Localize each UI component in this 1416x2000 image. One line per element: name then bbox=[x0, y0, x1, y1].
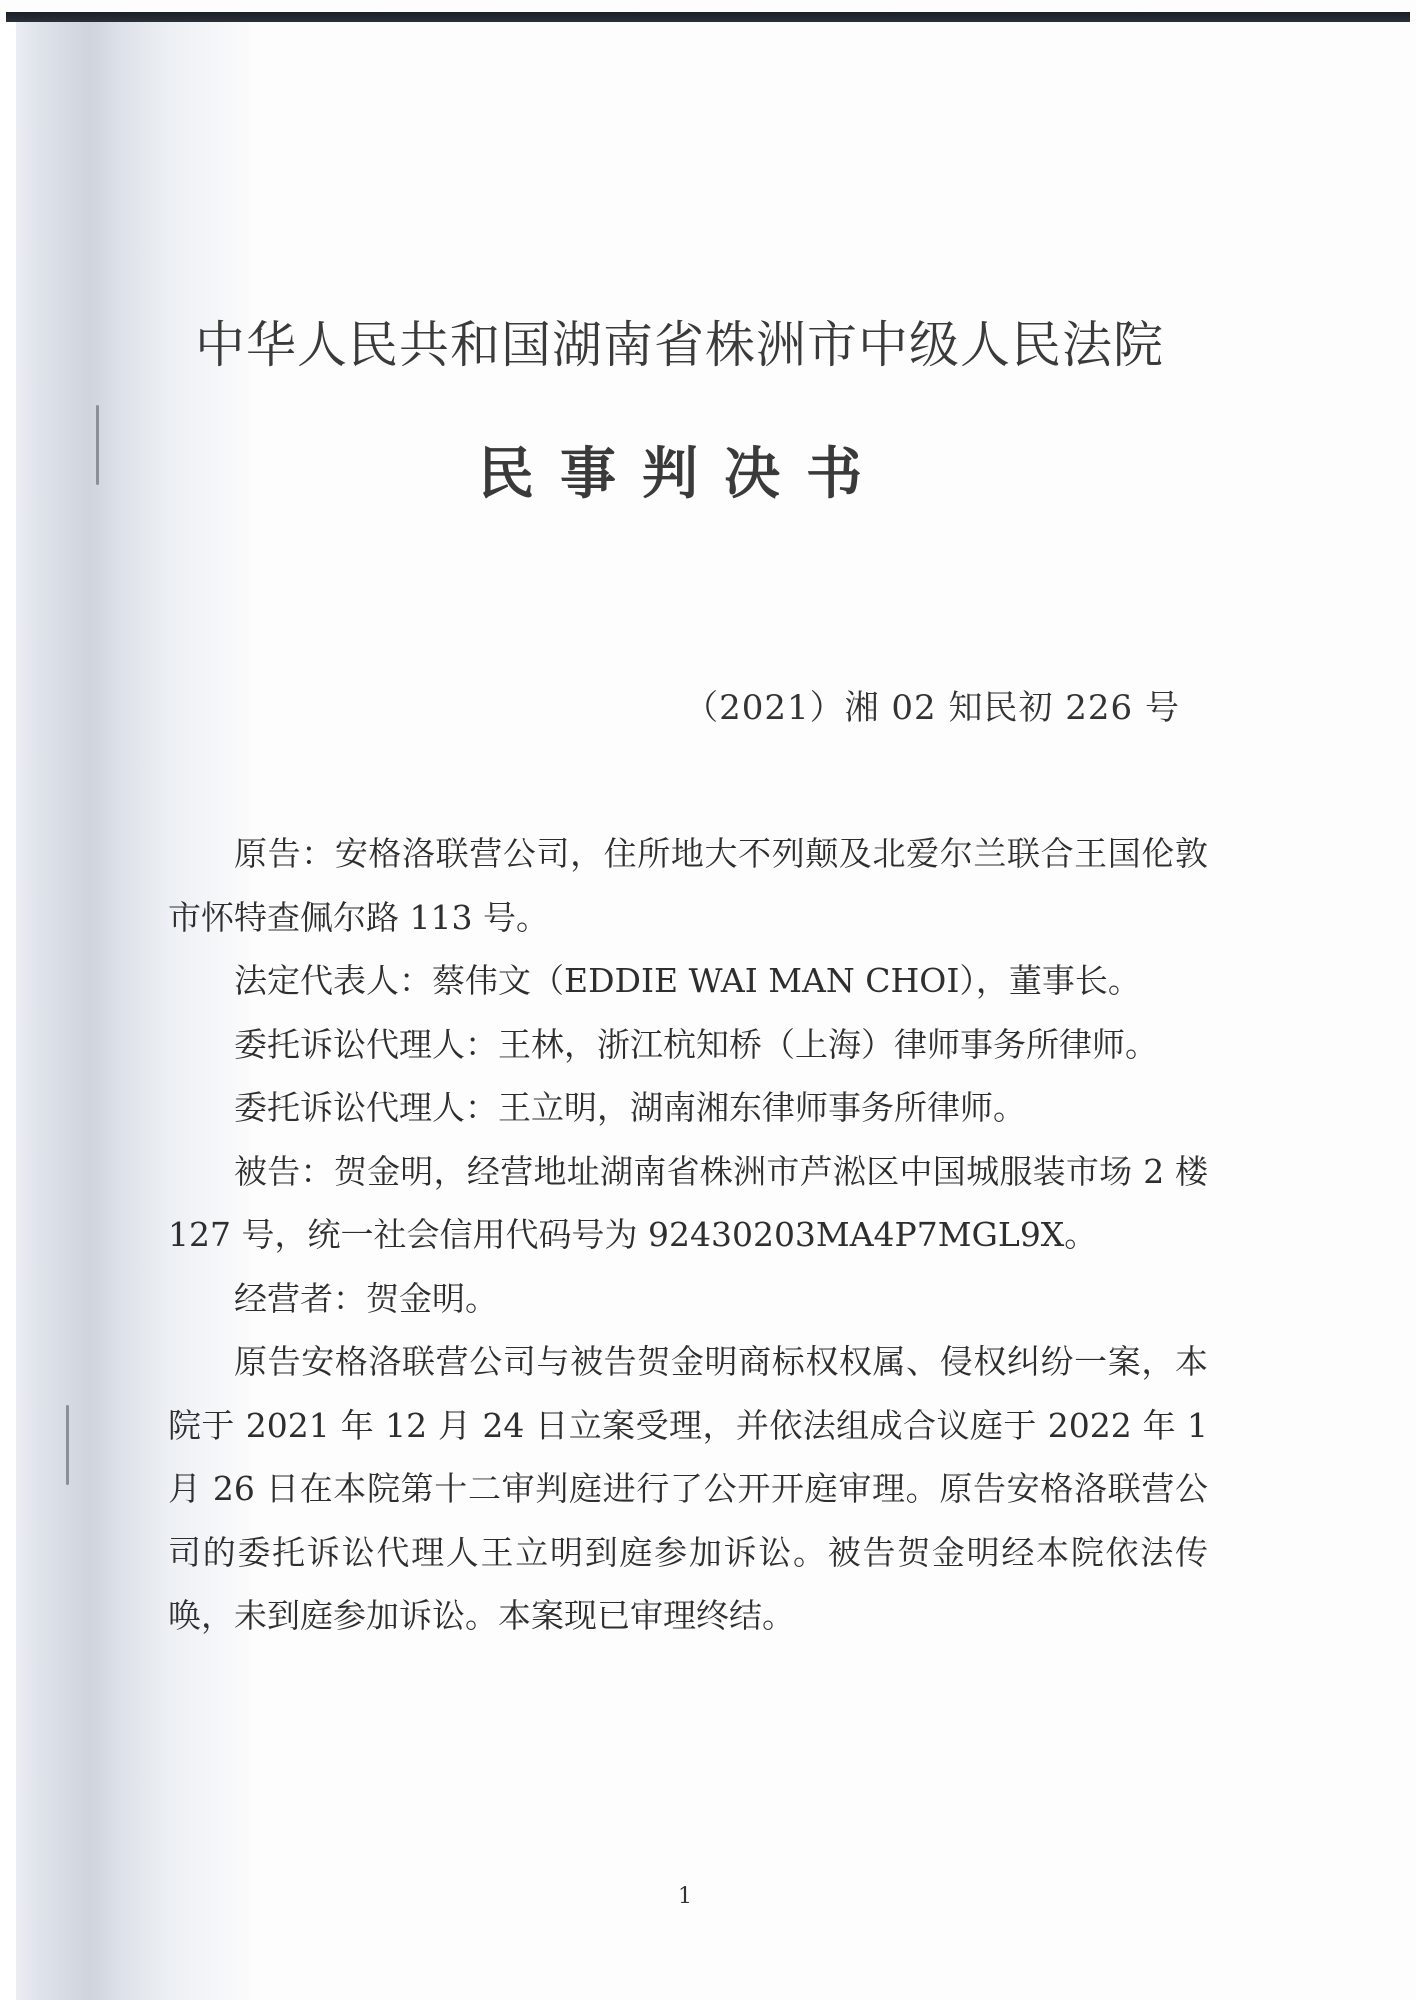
operator-paragraph: 经营者：贺金明。 bbox=[234, 1278, 498, 1318]
court-name: 中华人民共和国湖南省株洲市中级人民法院 bbox=[195, 316, 1164, 374]
page-number: 1 bbox=[678, 1884, 692, 1909]
page-left-margin bbox=[0, 22, 16, 2000]
legal-representative-paragraph: 法定代表人：蔡伟文（EDDIE WAI MAN CHOI），董事长。 bbox=[234, 961, 1141, 1000]
document-body bbox=[168, 822, 1208, 1648]
agent-paragraph-1: 委托诉讼代理人：王林，浙江杭知桥（上海）律师事务所律师。 bbox=[234, 1024, 1158, 1064]
case-number: （2021）湘 02 知民初 226 号 bbox=[684, 688, 1180, 728]
defendant-paragraph: 被告：贺金明，经营地址湖南省株洲市芦淞区中国城服装市场 2 楼 127 号，统一社会信用代码号为 92430203MA4P7MGL9X。 bbox=[168, 1151, 1208, 1254]
case-summary-paragraph: 原告安格洛联营公司与被告贺金明商标权权属、侵权纠纷一案，本院于 2021 年 12 月 24 日立案受理，并依法组成合议庭于 2022 年 1 月 26 日在本院第十二审判庭进行了公开开庭审理。原告安格洛联营公司的委托诉讼代理人王立明到庭参加诉讼。被告贺金明经本院依法传唤，未到庭参加诉讼。本案现已审理终结。 bbox=[168, 1342, 1208, 1635]
staple-mark-bottom bbox=[66, 1405, 69, 1485]
document-type-title: 民事判决书 bbox=[478, 441, 888, 507]
staple-mark-top bbox=[96, 405, 99, 485]
agent-paragraph-2: 委托诉讼代理人：王立明，湖南湘东律师事务所律师。 bbox=[234, 1088, 1026, 1127]
scan-edge-bar bbox=[6, 12, 1410, 22]
plaintiff-paragraph: 原告：安格洛联营公司，住所地大不列颠及北爱尔兰联合王国伦敦市怀特查佩尔路 113 号。 bbox=[168, 834, 1208, 937]
